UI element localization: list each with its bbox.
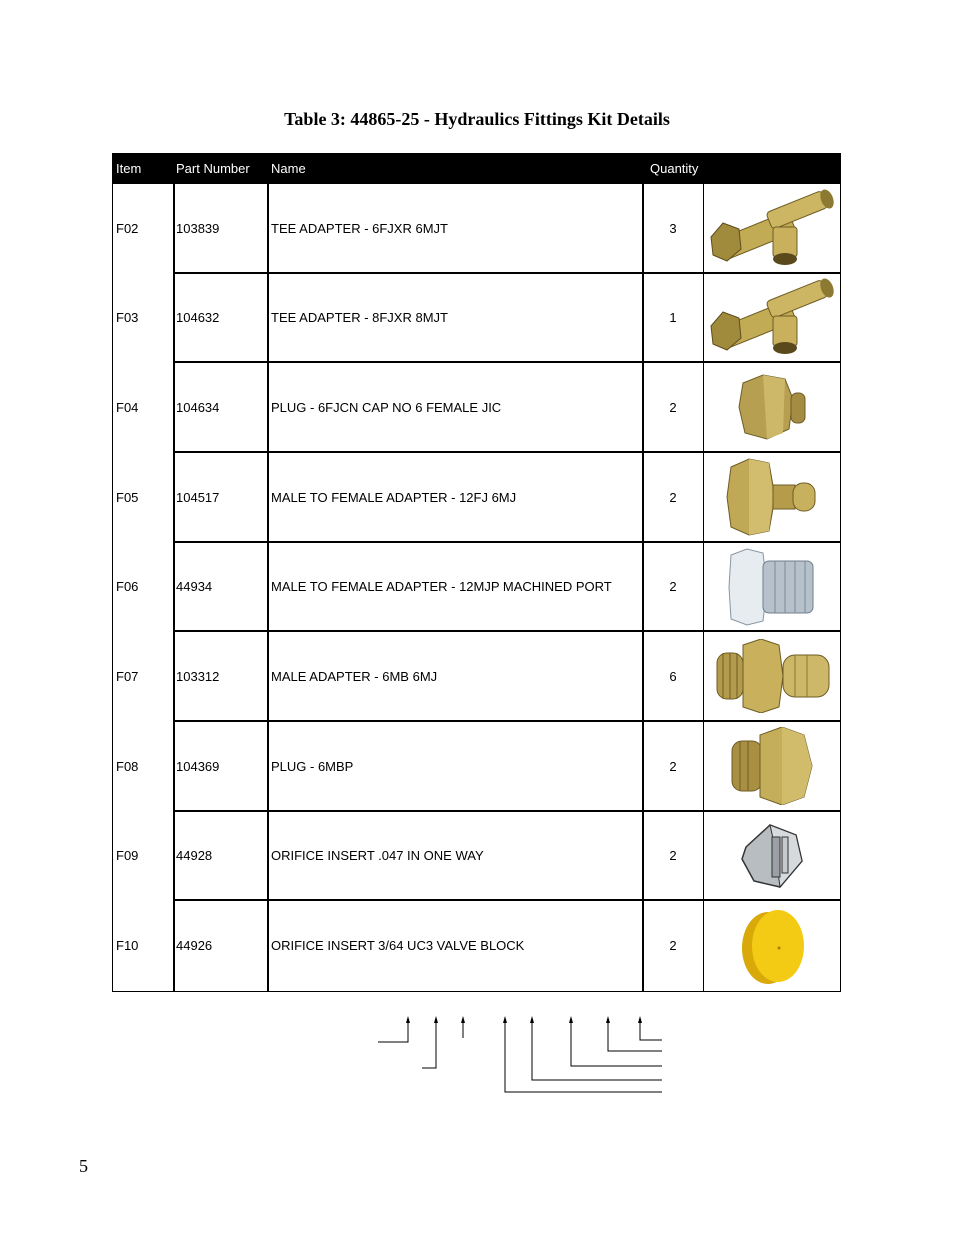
cell-quantity: 2: [669, 938, 677, 953]
table-row: [113, 452, 840, 542]
table-row: [113, 900, 840, 991]
cell-part-number: 44934: [176, 579, 213, 594]
part-image: [705, 721, 840, 811]
cell-name: MALE TO FEMALE ADAPTER - 12FJ 6MJ: [271, 489, 517, 505]
cell-name: TEE ADAPTER - 6FJXR 6MJT: [271, 221, 448, 236]
cell-part-number: 44928: [176, 848, 213, 863]
cell-item: F04: [116, 399, 139, 415]
cell-item: F05: [116, 489, 139, 505]
fittings-table: [112, 153, 841, 992]
header-item: Item: [116, 161, 142, 176]
adapter-fitting-icon: [725, 457, 821, 537]
table-row: [113, 542, 840, 631]
table-title: Table 3: 44865-25 - Hydraulics Fittings Kit Details: [284, 109, 670, 129]
cell-item: F08: [116, 758, 139, 774]
cell-item: F06: [116, 579, 139, 594]
table-row: [113, 811, 840, 900]
male-adapter-icon: [713, 639, 833, 713]
cell-name: PLUG - 6FJCN CAP NO 6 FEMALE JIC: [271, 399, 502, 415]
cell-name: ORIFICE INSERT .047 IN ONE WAY: [271, 848, 484, 863]
cell-name: ORIFICE INSERT 3/64 UC3 VALVE BLOCK: [271, 938, 525, 953]
cell-name: TEE ADAPTER - 8FJXR 8MJT: [271, 310, 448, 325]
header-name: Name: [271, 161, 306, 176]
table-row: [113, 631, 840, 721]
page-number: 5: [79, 1156, 88, 1176]
cell-quantity: 2: [669, 579, 677, 594]
part-image: [705, 362, 840, 452]
yellow-disc-icon: [738, 906, 808, 986]
cell-part-number: 44926: [176, 938, 213, 953]
leader-lines-diagram: [370, 1014, 670, 1098]
cell-item: F03: [116, 310, 139, 325]
table-row: [113, 184, 840, 273]
cell-part-number: 104517: [176, 489, 220, 505]
cell-name: PLUG - 6MBP: [271, 758, 354, 774]
header-part-number: Part Number: [176, 161, 250, 176]
tee-fitting-icon: [709, 276, 837, 360]
table-row: [113, 362, 840, 452]
part-image: [705, 452, 840, 542]
part-image: [705, 631, 840, 721]
hex-cap-icon: [733, 371, 813, 443]
cell-part-number: 103312: [176, 668, 220, 684]
cell-item: F10: [116, 938, 139, 953]
cell-part-number: 104632: [176, 310, 220, 325]
cell-part-number: 104634: [176, 399, 220, 415]
cell-item: F07: [116, 668, 139, 684]
part-image: [705, 273, 840, 362]
hex-plug-icon: [730, 727, 816, 805]
cell-quantity: 3: [669, 221, 677, 236]
cell-item: F02: [116, 221, 139, 236]
tee-fitting-icon: [709, 187, 837, 271]
cell-quantity: 2: [669, 758, 677, 774]
cell-item: F09: [116, 848, 139, 863]
cell-quantity: 2: [669, 848, 677, 863]
table-row: [113, 721, 840, 811]
part-image: [705, 542, 840, 631]
header-quantity: Quantity: [650, 161, 699, 176]
table-header: [113, 154, 840, 184]
cell-part-number: 104369: [176, 758, 220, 774]
cell-quantity: 1: [669, 310, 677, 325]
part-image: [705, 900, 840, 991]
orifice-insert-icon: [740, 823, 806, 889]
cell-quantity: 2: [669, 489, 677, 505]
cell-quantity: 6: [669, 668, 677, 684]
cell-quantity: 2: [669, 399, 677, 415]
cell-name: MALE TO FEMALE ADAPTER - 12MJP MACHINED PORT: [271, 579, 612, 594]
part-image: [705, 811, 840, 900]
table-row: [113, 273, 840, 362]
cell-name: MALE ADAPTER - 6MB 6MJ: [271, 668, 438, 684]
part-image: [705, 184, 840, 273]
machined-adapter-icon: [727, 547, 819, 627]
cell-part-number: 103839: [176, 221, 220, 236]
